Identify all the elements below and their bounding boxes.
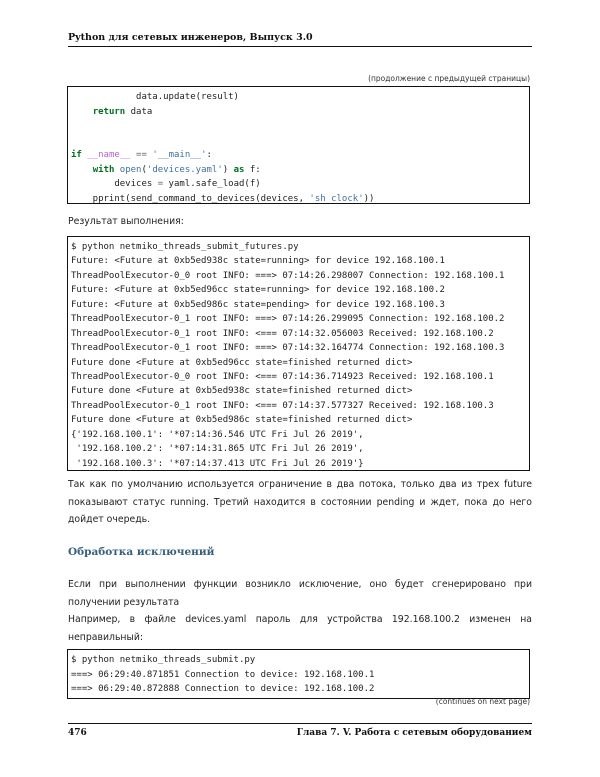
- page-number: 476: [68, 728, 87, 738]
- output-line: $ python netmiko_threads_submit_futures.py: [71, 242, 299, 252]
- code-token: f:: [244, 164, 261, 175]
- output-line: '192.168.100.3': '*07:14:37.413 UTC Fri Jul 26 2019'}: [71, 458, 364, 469]
- output-line: ===> 06:29:40.871851 Connection to device: 192.168.100.1: [71, 669, 375, 680]
- code-token: [71, 107, 93, 117]
- paragraph-example: Например, в файле devices.yaml пароль для устройства 192.168.100.2 изменен на неправильный:: [68, 614, 532, 643]
- header-rule: [68, 46, 532, 47]
- code-token: as: [233, 164, 245, 175]
- output-line: Future: <Future at 0xb5ed96cc state=running> for device 192.168.100.2: [71, 285, 445, 296]
- output-line: ThreadPoolExecutor-0_1 root INFO: <=== 07:14:32.056003 Received: 192.168.100.2: [71, 328, 494, 339]
- output-line: Future done <Future at 0xb5ed938c state=finished returned dict>: [71, 386, 413, 397]
- output-line: {'192.168.100.1': '*07:14:36.546 UTC Fri Jul 26 2019',: [71, 429, 364, 440]
- code-token: (: [141, 164, 147, 175]
- running-header: Python для сетевых инженеров, Выпуск 3.0: [68, 32, 313, 43]
- code-token: =: [157, 179, 164, 189]
- code-line: [71, 119, 526, 134]
- code-block-python: [67, 86, 530, 204]
- code-token: [71, 165, 93, 175]
- footer-rule: [68, 723, 532, 724]
- code-token: '__main__': [152, 150, 207, 160]
- output-line: Future: <Future at 0xb5ed986c state=pending> for device 192.168.100.3: [71, 299, 445, 310]
- code-line: [71, 192, 526, 207]
- code-token: if: [71, 150, 82, 160]
- chapter-title: Глава 7. V. Работа с сетевым оборудованием: [296, 728, 532, 738]
- output-line: Future done <Future at 0xb5ed96cc state=finished returned dict>: [71, 357, 413, 368]
- output-line: ThreadPoolExecutor-0_1 root INFO: ===> 07:14:26.299095 Connection: 192.168.100.2: [71, 314, 505, 325]
- code-line: [71, 148, 526, 163]
- section-heading: Обработка исключений: [68, 546, 215, 558]
- code-line: [71, 105, 526, 120]
- output-line: $ python netmiko_threads_submit.py: [71, 655, 256, 665]
- output-line: ThreadPoolExecutor-0_0 root INFO: ===> 07:14:26.298007 Connection: 192.168.100.1: [71, 270, 505, 281]
- code-token: 'sh clock': [309, 193, 364, 204]
- output-line: Future done <Future at 0xb5ed986c state=finished returned dict>: [71, 415, 413, 426]
- code-token: with: [92, 164, 115, 175]
- code-token: data: [125, 106, 153, 117]
- output-block-futures: [67, 236, 530, 471]
- code-token: return: [92, 106, 126, 117]
- output-block-submit: [67, 649, 530, 699]
- paragraph-exception: Если при выполнении функции возникло исключение, оно будет сгенерировано при получении результата: [68, 579, 532, 608]
- output-line: Future: <Future at 0xb5ed938c state=running> for device 192.168.100.1: [71, 256, 445, 267]
- code-token: pprint(send_command_to_devices(devices,: [71, 193, 310, 204]
- paragraph-running-explanation: Так как по умолчанию используется ограничение в два потока, только два из трех future показывают статус running. Третий находится в состоянии pending и ждет, пока до него дойдет очередь.: [68, 479, 532, 525]
- continues-next-note: (continues on next page): [435, 697, 530, 706]
- code-token: )): [363, 193, 375, 204]
- code-token: ==: [130, 150, 153, 160]
- output-line: ThreadPoolExecutor-0_1 root INFO: ===> 07:14:32.164774 Connection: 192.168.100.3: [71, 343, 505, 354]
- output-line: '192.168.100.2': '*07:14:31.865 UTC Fri Jul 26 2019',: [71, 444, 364, 455]
- output-line: ThreadPoolExecutor-0_1 root INFO: <=== 07:14:37.577327 Received: 192.168.100.3: [71, 400, 494, 411]
- code-token: __name__: [87, 150, 131, 160]
- output-line: ThreadPoolExecutor-0_0 root INFO: <=== 07:14:36.714923 Received: 192.168.100.1: [71, 371, 494, 382]
- code-line: [71, 163, 526, 178]
- code-token: 'devices.yaml': [146, 164, 223, 175]
- code-line: [71, 90, 526, 105]
- code-line: [71, 177, 526, 192]
- code-line: [71, 134, 526, 149]
- result-label: Результат выполнения:: [68, 216, 184, 227]
- code-token: ): [222, 164, 234, 175]
- code-token: devices: [71, 179, 158, 189]
- code-token: data.update(result): [71, 92, 239, 102]
- output-line: ===> 06:29:40.872888 Connection to device: 192.168.100.2: [71, 684, 375, 694]
- code-token: :: [206, 150, 212, 160]
- code-token: yaml.safe_load(f): [163, 179, 261, 189]
- continued-from-note: (продолжение с предыдущей страницы): [368, 74, 530, 83]
- code-token: open: [119, 164, 142, 175]
